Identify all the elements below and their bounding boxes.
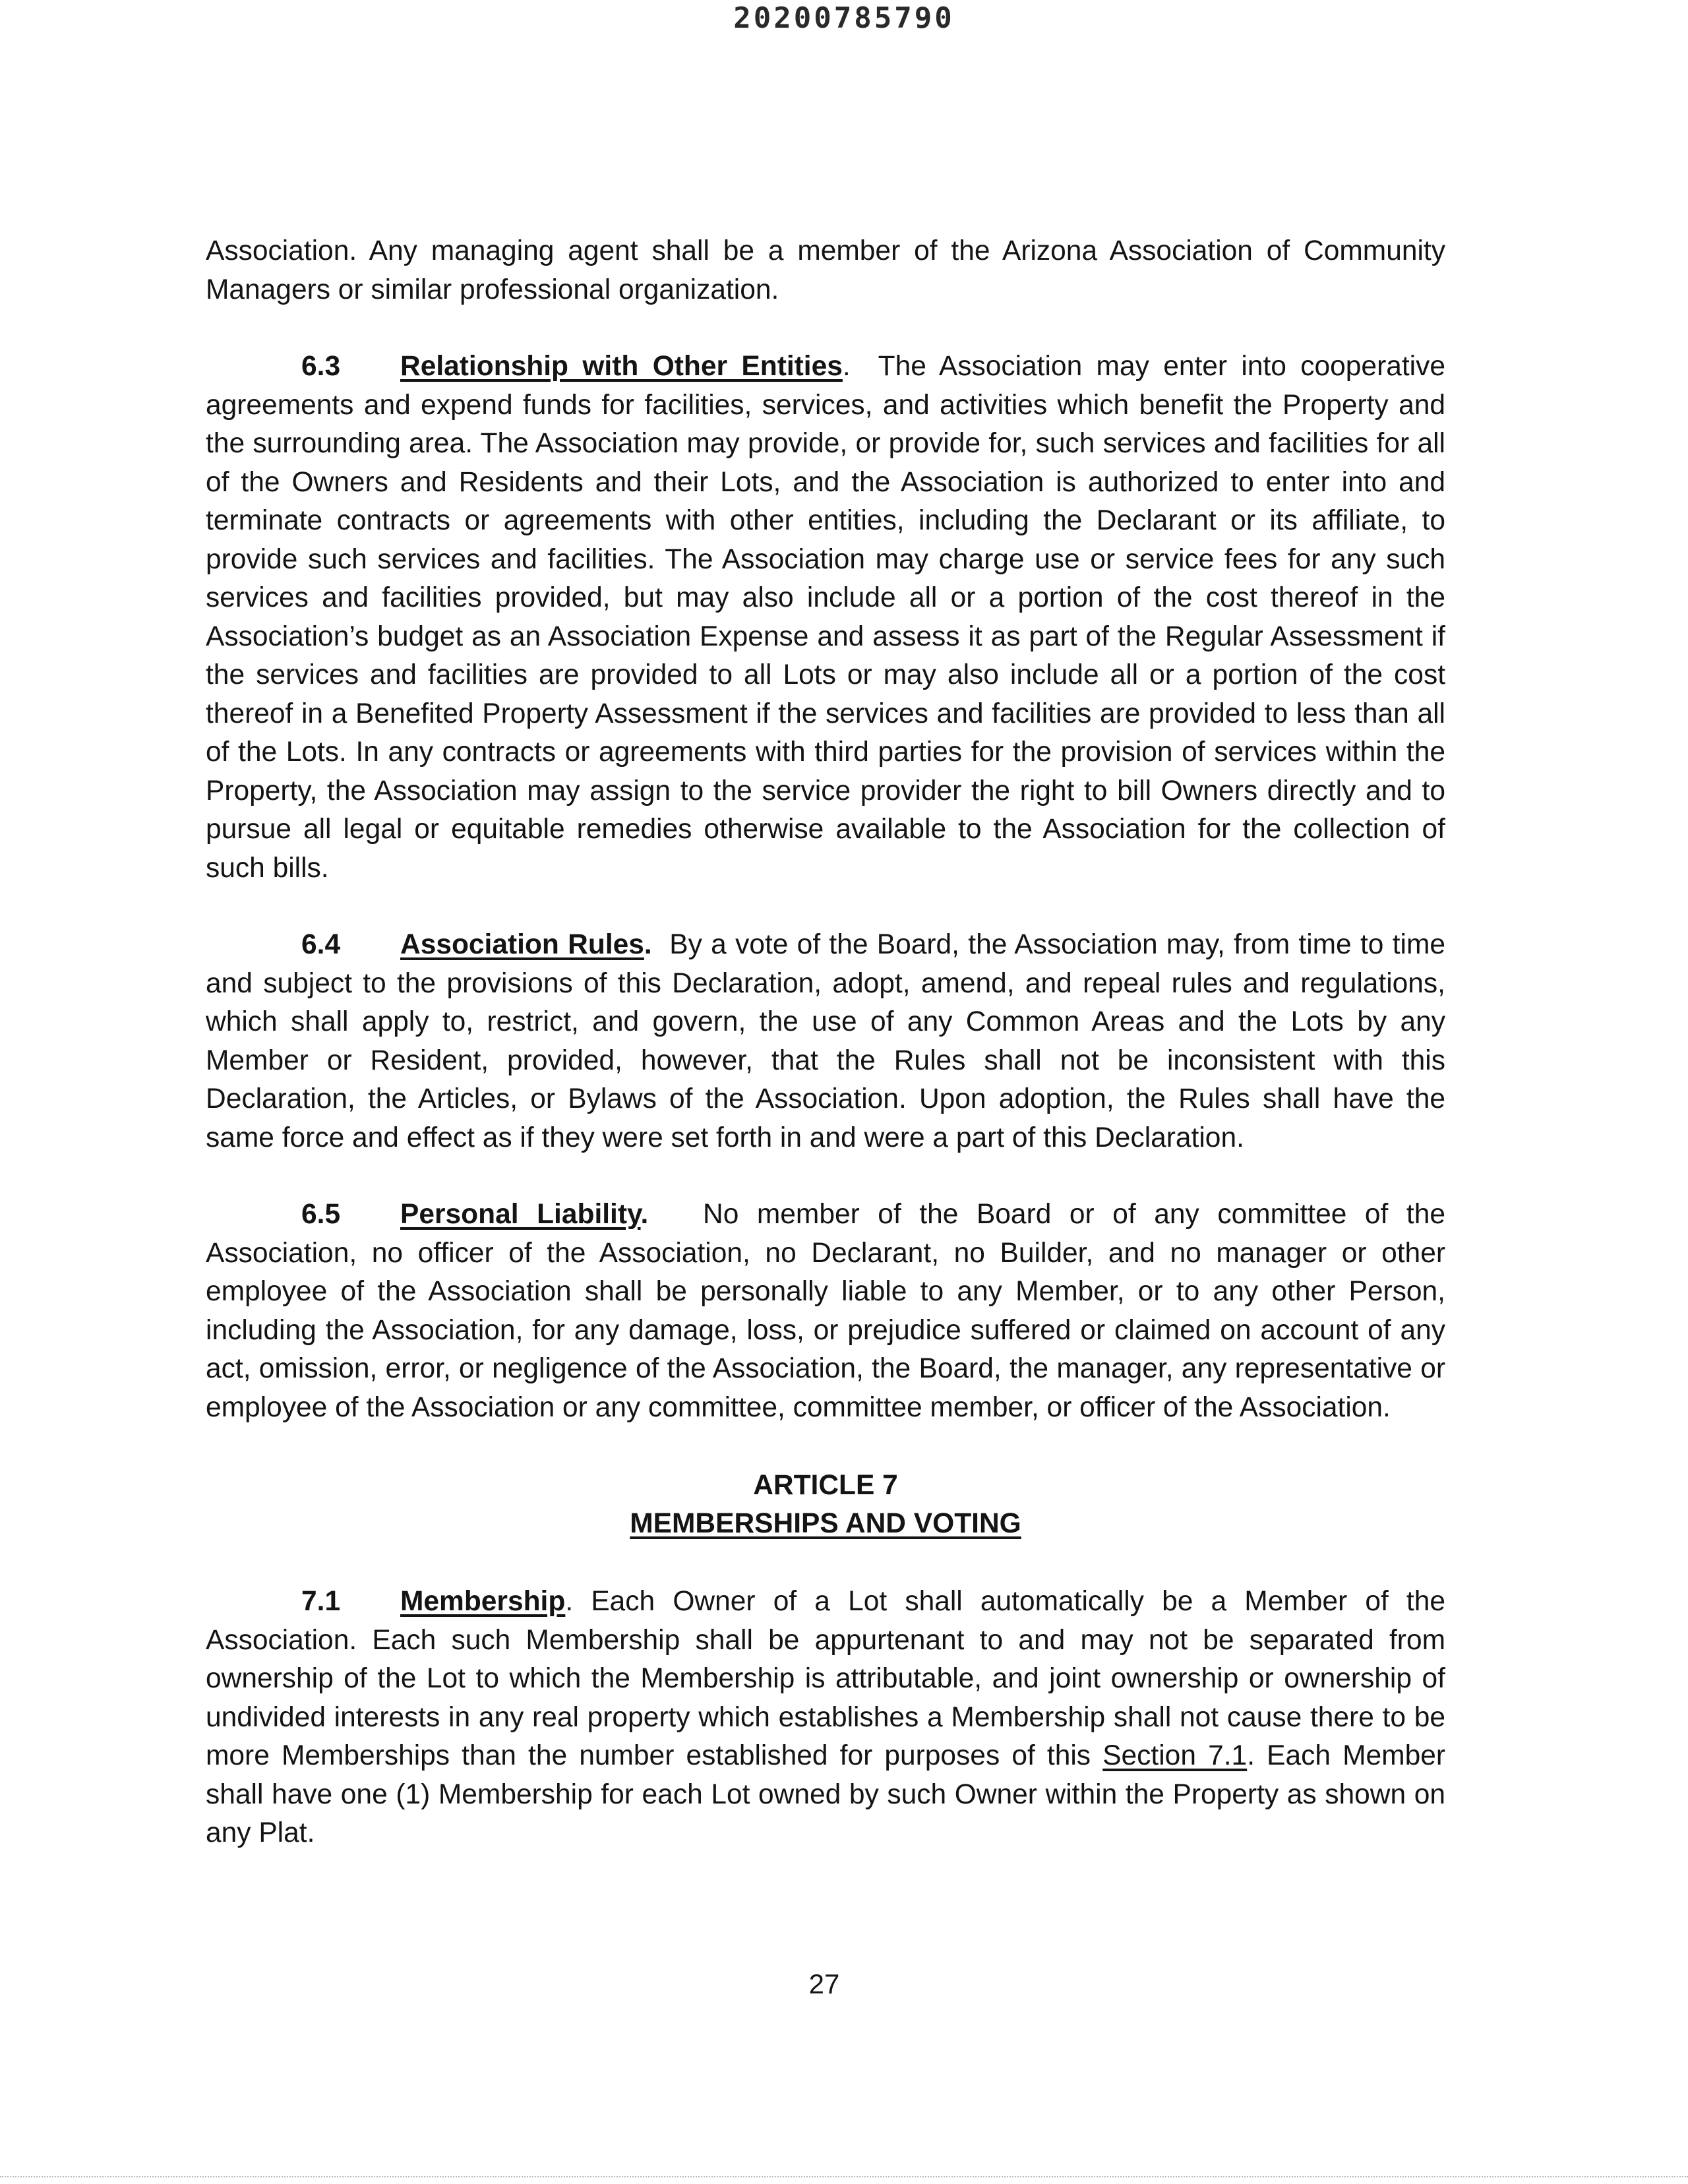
section-title: Membership xyxy=(400,1586,566,1617)
article-subheading xyxy=(206,1505,1445,1543)
section-text: The Association may enter into cooperative agreements and expend funds for facilities, services, and activities which benefit the Property and the surrounding area. The Association may provide, or provide for, such services and facilities for all of the Owners and Residents and their Lots, and the Association is authorized to enter into and terminate contracts or agreements with other entities, including the Declarant or its affiliate, to provide such services and facilities. The Association may charge use or service fees for any such services and facilities provided, but may also include all or a portion of the cost thereof in the Association’s budget as an Association Expense and assess it as part of the Regular Assessment if the services and facilities are provided to all Lots or may also include all or a portion of the cost thereof in a Benefited Property Assessment if the services and facilities are provided to less than all of the Lots. In any contracts or agreements with third parties for the provision of services within the Property, the Association may assign to the service provider the right to bill Owners directly and to pursue all legal or equitable remedies otherwise available to the Association for the collection of such bills. xyxy=(206,351,1445,884)
section-number: 7.1 xyxy=(301,1586,341,1617)
scan-edge-divider xyxy=(0,2176,1688,2177)
paragraph-gap xyxy=(206,888,1445,926)
section-number: 6.5 xyxy=(301,1199,341,1230)
section-text-continued: . Each Member shall have one (1) Membership for each Lot owned by such Owner within the Property as shown on any Plat. xyxy=(206,1740,1446,1848)
recording-number: 20200785790 xyxy=(733,1,955,35)
section-title: Relationship with Other Entities xyxy=(400,351,843,382)
section-7-1 xyxy=(206,1583,1445,1853)
section-number: 6.4 xyxy=(301,929,341,960)
section-6-5 xyxy=(206,1196,1445,1427)
paragraph-gap xyxy=(206,309,1445,348)
paragraph-gap xyxy=(206,1157,1445,1196)
section-title: Association Rules xyxy=(400,929,644,960)
section-text: No member of the Board or of any committee of the Association, no officer of the Association, no Declarant, no Builder, and no manager or other employee of the Association shall be personally liable to any Member, or to any other Person, including the Association, for any damage, loss, or prejudice suffered or claimed on account of any act, omission, error, or negligence of the Association, the Board, the manager, any representative or employee of the Association or any committee, committee member, or officer of the Association. xyxy=(206,1199,1445,1423)
section-title-punct: . xyxy=(565,1586,574,1617)
section-title: Personal Liability xyxy=(400,1199,641,1230)
section-text: Each Owner of a Lot shall automatically be a Member of the Association. Each such Membership shall be appurtenant to and may not be separated from ownership of the Lot to which the Membership is attributable, and joint ownership or ownership of undivided interests in any real property which establishes a Membership shall not cause there to be more Memberships than the number established for purposes of this xyxy=(206,1586,1445,1771)
section-text: By a vote of the Board, the Association may, from time to time and subject to the provisions of this Declaration, adopt, amend, and repeal rules and regulations, which shall apply to, restrict, and govern, the use of any Common Areas and the Lots by any Member or Resident, provided, however, that the Rules shall not be inconsistent with this Declaration, the Articles, or Bylaws of the Association. Upon adoption, the Rules shall have the same force and effect as if they were set forth in and were a part of this Declaration. xyxy=(206,929,1445,1153)
intro-paragraph: Association. Any managing agent shall be a member of the Arizona Association of Community Managers or similar professional organization. xyxy=(206,235,1445,305)
section-title-punct: . xyxy=(640,1199,649,1230)
section-6-4 xyxy=(206,926,1445,1157)
section-number: 6.3 xyxy=(301,351,341,382)
section-title-punct: . xyxy=(644,929,652,960)
article-subheading-text: MEMBERSHIPS AND VOTING xyxy=(630,1508,1021,1539)
section-reference-link: Section 7.1 xyxy=(1102,1740,1248,1771)
section-title-punct: . xyxy=(842,351,851,382)
article-heading: ARTICLE 7 xyxy=(753,1470,898,1501)
document-body xyxy=(206,232,1445,1853)
paragraph-gap xyxy=(206,1543,1445,1583)
section-6-3 xyxy=(206,348,1445,888)
page-number: 27 xyxy=(808,1968,840,1999)
paragraph-gap xyxy=(206,1427,1445,1467)
